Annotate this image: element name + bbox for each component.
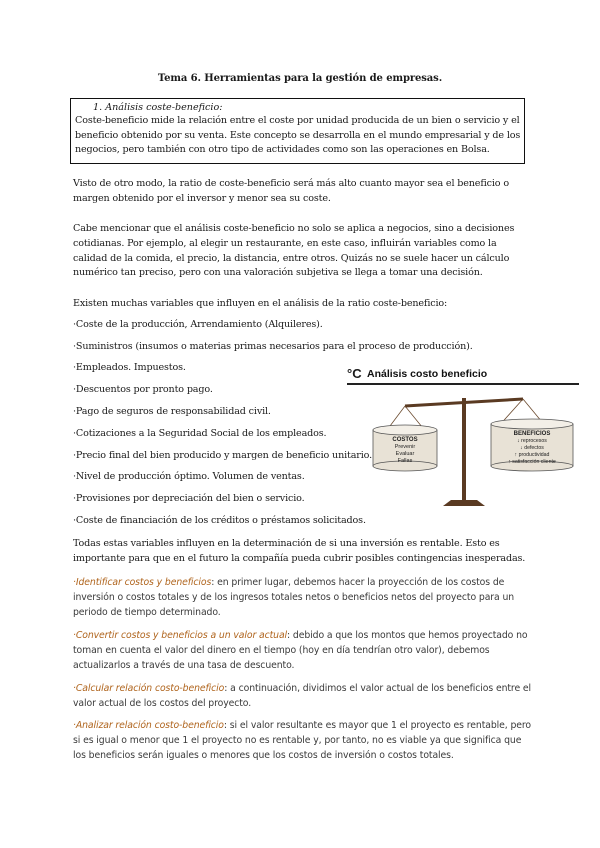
step-lead: ·Calcular relación costo-beneficio (73, 683, 225, 694)
benefits-item: ↓ defectos (520, 445, 544, 451)
costs-item: Prevenir (394, 444, 416, 450)
balance-scale-icon (347, 384, 579, 514)
page-title: Tema 6. Herramientas para la gestión de empresas. (157, 73, 443, 84)
benefits-pan (491, 419, 573, 471)
paragraph-ratio: Visto de otro modo, la ratio de coste-beneficio será más alto cuanto mayor sea el beneficio o margen obtenido por el inversor y menor sea su coste. (73, 178, 509, 204)
scale-base (443, 500, 485, 506)
variable-item: ·Coste de financiación de los créditos o préstamos solicitados. (73, 515, 366, 526)
variable-item: ·Cotizaciones a la Seguridad Social de los empleados. (73, 428, 327, 439)
definition-box (70, 98, 525, 164)
step-analyze (73, 718, 535, 763)
step-text: : debido a que los montos que hemos proyectado no toman en cuenta el valor del dinero en el tiempo (hoy en día tendrían otro valor), debemos actualizarlos a través de una tasa de descuento. (73, 630, 528, 671)
paragraph-profitability: Todas estas variables influyen en la determinación de si una inversión es rentable. Esto es importante para que en el futuro la compañía pueda cubrir posibles contingencias inesperadas. (73, 538, 526, 564)
costs-item: Fallas (397, 458, 413, 464)
variable-item: ·Precio final del bien producido y margen de beneficio unitario. (73, 450, 373, 461)
paragraph-daily-decisions: Cabe mencionar que el análisis coste-beneficio no solo se aplica a negocios, sino a decisiones cotidianas. Por ejemplo, al elegir un restaurante, en este caso, influirán variables como la calidad de la comida, el precio, la distancia, entre otros. Quizás no se suele hacer un cálculo numérico tan preciso, pero con una valoración subjetiva se llega a tomar una decisión. (73, 223, 515, 279)
step-convert (73, 628, 535, 673)
step-text: : a continuación, dividimos el valor actual de los beneficios entre el valor actual de los costos del proyecto. (73, 683, 532, 709)
variable-item: ·Suministros (insumos o materias primas necesarios para el proceso de producción). (73, 341, 473, 352)
benefits-item: ↓ reprocesos (517, 438, 547, 444)
step-lead: ·Identificar costos y beneficios (73, 577, 212, 588)
benefits-item: ↑ satisfacción cliente (508, 459, 556, 465)
benefits-item: ↑ productividad (514, 452, 550, 458)
benefits-heading: BENEFICIOS (513, 431, 551, 437)
variables-intro: Existen muchas variables que influyen en el análisis de la ratio coste-beneficio: (73, 298, 448, 309)
costs-heading: COSTOS (392, 437, 418, 443)
variable-item: ·Descuentos por pronto pago. (73, 384, 213, 395)
definition-text: Coste-beneficio mide la relación entre el coste por unidad producida de un bien o servicio y el beneficio obtenido por su venta. Este concepto se desarrolla en el mundo empresarial y de los negocios, pero también con otro tipo de actividades como son las operaciones en Bolsa. (75, 115, 521, 156)
variable-item: ·Coste de la producción, Arrendamiento (Alquileres). (73, 319, 323, 330)
scale-post (462, 398, 466, 504)
step-text: : en primer lugar, debemos hacer la proyección de los costos de inversión o costos totales y de los ingresos totales netos o beneficios netos del proyecto para un periodo de tiempo determinado. (73, 577, 515, 618)
step-calculate (73, 681, 535, 711)
step-identify (73, 575, 535, 620)
cost-benefit-figure (347, 366, 579, 514)
step-lead: ·Analizar relación costo-beneficio (73, 720, 224, 731)
step-text: : si el valor resultante es mayor que 1 el proyecto es rentable, pero si es igual o menor que 1 el proyecto no es rentable y, por tanto, no es viable ya que significa que los beneficios serán iguales o menores que los costos de inversión o costos totales. (73, 720, 531, 761)
costs-pan (373, 425, 437, 471)
costs-item: Evaluar (395, 451, 415, 457)
variable-item: ·Provisiones por depreciación del bien o servicio. (73, 493, 305, 504)
figure-title: Análisis costo beneficio (367, 368, 488, 380)
section-heading: 1. Análisis coste-beneficio: (93, 102, 223, 113)
variable-item: ·Empleados. Impuestos. (73, 362, 186, 373)
brand-logo-icon: °C (347, 366, 362, 381)
variable-item: ·Pago de seguros de responsabilidad civil. (73, 406, 271, 417)
variable-item: ·Nivel de producción óptimo. Volumen de ventas. (73, 471, 305, 482)
step-lead: ·Convertir costos y beneficios a un valor actual (73, 630, 288, 641)
